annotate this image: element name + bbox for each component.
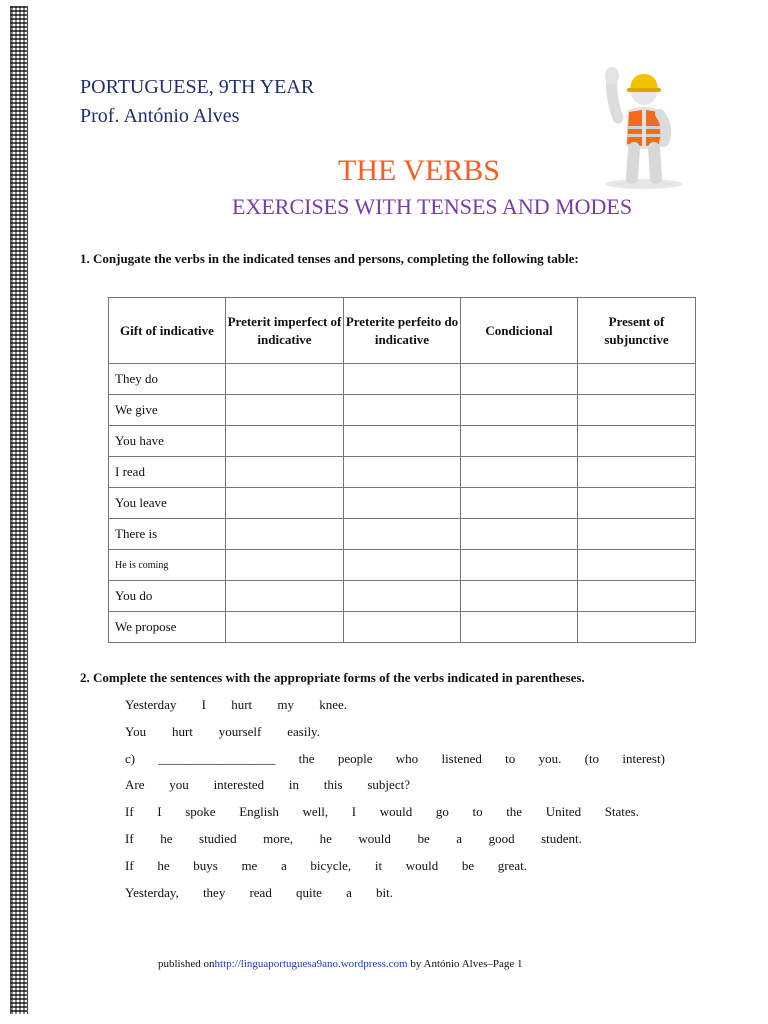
answer-cell[interactable]	[344, 488, 461, 519]
answer-cell[interactable]	[344, 550, 461, 581]
answer-cell[interactable]	[226, 426, 344, 457]
answer-cell[interactable]	[578, 395, 696, 426]
answer-cell[interactable]	[461, 457, 578, 488]
answer-cell[interactable]	[226, 612, 344, 643]
answer-cell[interactable]	[344, 426, 461, 457]
footer-prefix: published on	[158, 958, 215, 970]
professor-name: Prof. António Alves	[80, 105, 240, 127]
table-row	[109, 488, 696, 519]
answer-cell[interactable]	[461, 519, 578, 550]
answer-cell[interactable]	[578, 612, 696, 643]
page-subtitle: EXERCISES WITH TENSES AND MODES	[232, 194, 633, 219]
answer-cell[interactable]	[344, 395, 461, 426]
row-label: They do	[109, 364, 226, 395]
row-label: I read	[109, 457, 226, 488]
row-label: We give	[109, 395, 226, 426]
page-title: THE VERBS	[338, 154, 500, 187]
row-label: We propose	[109, 612, 226, 643]
row-label: You leave	[109, 488, 226, 519]
sentence: Yesterday I hurt my knee.	[125, 697, 347, 712]
sentence: Yesterday, they read quite a bit.	[125, 884, 393, 900]
answer-cell[interactable]	[344, 519, 461, 550]
answer-cell[interactable]	[578, 550, 696, 581]
answer-cell[interactable]	[344, 612, 461, 643]
sentence: If he studied more, he would be a good student.	[125, 830, 582, 846]
row-label: You have	[109, 426, 226, 457]
table-header-row	[109, 298, 696, 364]
answer-cell[interactable]	[461, 488, 578, 519]
table-row	[109, 457, 696, 488]
table-row	[109, 395, 696, 426]
row-label: He is coming	[109, 550, 226, 581]
sentence: You hurt yourself easily.	[125, 723, 320, 739]
table-row	[109, 519, 696, 550]
answer-cell[interactable]	[461, 364, 578, 395]
answer-cell[interactable]	[578, 364, 696, 395]
answer-cell[interactable]	[461, 581, 578, 612]
sentence: If he buys me a bicycle, it would be great.	[125, 857, 527, 873]
table-row	[109, 550, 696, 581]
answer-cell[interactable]	[461, 395, 578, 426]
answer-cell[interactable]	[344, 364, 461, 395]
answer-cell[interactable]	[578, 581, 696, 612]
table-row	[109, 612, 696, 643]
answer-cell[interactable]	[578, 488, 696, 519]
footer-suffix: by António Alves–Page 1	[407, 958, 523, 970]
answer-cell[interactable]	[226, 550, 344, 581]
footer-link[interactable]: http://linguaportuguesa9ano.wordpress.com	[214, 958, 408, 970]
answer-cell[interactable]	[226, 457, 344, 488]
sentence: If I spoke English well, I would go to the United States.	[125, 804, 639, 820]
table-row	[109, 426, 696, 457]
column-header: Gift of indicative	[109, 298, 226, 364]
answer-cell[interactable]	[578, 457, 696, 488]
answer-cell[interactable]	[226, 581, 344, 612]
column-header: Preterite perfeito do indicative	[344, 298, 461, 364]
row-label: There is	[109, 519, 226, 550]
answer-cell[interactable]	[461, 550, 578, 581]
answer-cell[interactable]	[461, 426, 578, 457]
column-header: Preterit imperfect of indicative	[226, 298, 344, 364]
conjugation-table	[108, 297, 696, 643]
table-row	[109, 581, 696, 612]
answer-cell[interactable]	[344, 457, 461, 488]
footer	[158, 958, 523, 970]
answer-cell[interactable]	[226, 395, 344, 426]
answer-cell[interactable]	[226, 519, 344, 550]
answer-cell[interactable]	[226, 488, 344, 519]
answer-cell[interactable]	[344, 581, 461, 612]
question-2: 2. Complete the sentences with the appropriate forms of the verbs indicated in parentheses.	[80, 670, 585, 685]
sentence: c) __________________ the people who listened to you. (to interest)	[125, 750, 665, 766]
answer-cell[interactable]	[226, 364, 344, 395]
answer-cell[interactable]	[461, 612, 578, 643]
column-header: Condicional	[461, 298, 578, 364]
answer-cell[interactable]	[578, 519, 696, 550]
table-row	[109, 364, 696, 395]
column-header: Present of subjunctive	[578, 298, 696, 364]
sentence-list	[125, 697, 670, 911]
row-label: You do	[109, 581, 226, 612]
question-1: 1. Conjugate the verbs in the indicated tenses and persons, completing the following table:	[80, 251, 579, 266]
course-title: PORTUGUESE, 9TH YEAR	[80, 76, 315, 98]
sentence: Are you interested in this subject?	[125, 777, 410, 793]
answer-cell[interactable]	[578, 426, 696, 457]
